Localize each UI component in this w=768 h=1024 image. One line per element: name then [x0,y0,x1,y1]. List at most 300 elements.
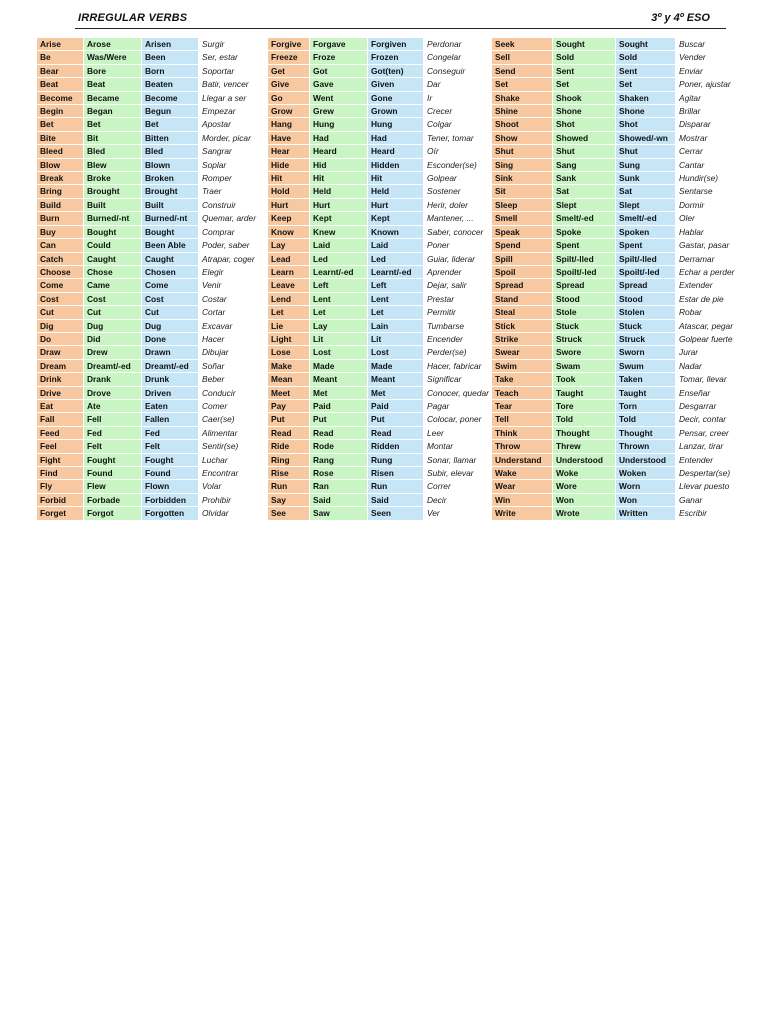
past-participle-cell: Woken [616,467,675,479]
infinitive-cell: Go [268,92,309,104]
past-participle-cell: Taken [616,373,675,385]
infinitive-cell: Beat [37,78,83,90]
past-participle-cell: Drawn [142,346,198,358]
past-simple-cell: Became [84,92,141,104]
infinitive-cell: Draw [37,346,83,358]
infinitive-cell: Shoot [492,118,552,130]
infinitive-cell: Hide [268,159,309,171]
past-participle-cell: Put [368,413,423,425]
past-participle-cell: Paid [368,400,423,412]
past-simple-cell: Drew [84,346,141,358]
spanish-meaning-cell: Robar [679,307,702,318]
past-participle-cell: Set [616,78,675,90]
past-simple-cell: Put [310,413,367,425]
past-participle-cell: Kept [368,212,423,224]
infinitive-cell: Ride [268,440,309,452]
past-simple-cell: Caught [84,253,141,265]
spanish-meaning-cell: Soportar [202,65,235,76]
past-participle-cell: Swum [616,360,675,372]
infinitive-cell: Come [37,279,83,291]
past-simple-cell: Hung [310,118,367,130]
spanish-meaning-cell: Derramar [679,253,715,264]
spanish-meaning-cell: Quemar, arder [202,213,256,224]
infinitive-cell: Buy [37,226,83,238]
spanish-meaning-cell: Buscar [679,39,706,49]
infinitive-cell: Build [37,199,83,211]
infinitive-cell: Hurt [268,199,309,211]
past-participle-cell: Shaken [616,92,675,104]
past-participle-cell: Been Able [142,239,198,251]
infinitive-cell: Wear [492,480,552,492]
past-participle-cell: Come [142,279,198,291]
infinitive-cell: Keep [268,212,309,224]
past-participle-cell: Stuck [616,320,675,332]
past-simple-cell: Spilt/-lled [553,253,615,265]
page-header [75,12,726,29]
infinitive-cell: Swim [492,360,552,372]
past-simple-cell: Shut [553,145,615,157]
past-simple-cell: Sang [553,159,615,171]
past-participle-cell: Lain [368,320,423,332]
past-participle-cell: Stood [616,293,675,305]
spanish-meaning-cell: Vender [679,52,706,63]
past-participle-cell: Read [368,427,423,439]
infinitive-cell: Stick [492,320,552,332]
past-simple-cell: Had [310,132,367,144]
infinitive-cell: Bite [37,132,83,144]
infinitive-cell: Pay [268,400,309,412]
infinitive-cell: Be [37,51,83,63]
infinitive-cell: Spill [492,253,552,265]
past-simple-cell: Slept [553,199,615,211]
past-participle-cell: Gone [368,92,423,104]
spanish-meaning-cell: Costar [202,293,227,304]
past-participle-cell: Begun [142,105,198,117]
infinitive-cell: Sink [492,172,552,184]
past-participle-cell: Led [368,253,423,265]
infinitive-cell: Lend [268,293,309,305]
infinitive-cell: Let [268,306,309,318]
past-simple-cell: Lay [310,320,367,332]
past-participle-cell: Let [368,306,423,318]
infinitive-cell: Meet [268,387,309,399]
spanish-meaning-cell: Llevar puesto [679,481,730,492]
past-simple-cell: Led [310,253,367,265]
infinitive-cell: Hit [268,172,309,184]
spanish-meaning-cell: Dejar, salir [427,280,467,291]
infinitive-cell: Leave [268,279,309,291]
past-participle-cell: Left [368,279,423,291]
past-participle-cell: Won [616,494,675,506]
past-simple-cell: Sank [553,172,615,184]
past-participle-cell: Spoken [616,226,675,238]
infinitive-cell: Bring [37,185,83,197]
spanish-meaning-cell: Atascar, pegar [679,320,734,331]
spanish-meaning-cell: Esconder(se) [427,159,477,170]
past-participle-cell: Risen [368,467,423,479]
past-participle-cell: Drunk [142,373,198,385]
past-simple-cell: Hurt [310,199,367,211]
past-simple-cell: Bled [84,145,141,157]
infinitive-cell: Forbid [37,494,83,506]
past-participle-cell: Run [368,480,423,492]
spanish-meaning-cell: Pensar, creer [679,427,729,438]
spanish-meaning-cell: Colocar, poner [427,414,482,425]
infinitive-cell: Put [268,413,309,425]
spanish-meaning-cell: Pagar [427,400,450,411]
past-simple-cell: Arose [84,38,141,50]
past-simple-cell: Flew [84,480,141,492]
past-participle-cell: Eaten [142,400,198,412]
past-simple-cell: Shook [553,92,615,104]
past-participle-cell: Struck [616,333,675,345]
past-simple-cell: Kept [310,212,367,224]
past-participle-cell: Showed/-wn [616,132,675,144]
past-simple-cell: Grew [310,105,367,117]
spanish-meaning-cell: Atrapar, coger [202,253,255,264]
infinitive-cell: Ring [268,454,309,466]
infinitive-cell: Run [268,480,309,492]
spanish-meaning-cell: Traer [202,186,222,197]
infinitive-cell: Learn [268,266,309,278]
past-simple-cell: Spoke [553,226,615,238]
past-simple-cell: Lit [310,333,367,345]
spanish-meaning-cell: Colgar [427,119,452,130]
past-participle-cell: Forgiven [368,38,423,50]
past-participle-cell: Bled [142,145,198,157]
past-simple-cell: Could [84,239,141,251]
spanish-meaning-cell: Soñar [202,360,225,371]
past-simple-cell: Met [310,387,367,399]
past-simple-cell: Made [310,360,367,372]
infinitive-cell: See [268,507,309,519]
past-simple-cell: Bought [84,226,141,238]
spanish-meaning-cell: Ser, estar [202,52,238,63]
past-simple-cell: Heard [310,145,367,157]
spanish-meaning-cell: Aprender [427,266,462,277]
past-simple-cell: Burned/-nt [84,212,141,224]
infinitive-cell: Have [268,132,309,144]
spanish-meaning-cell: Dormir [679,199,705,210]
spanish-meaning-cell: Encender [427,333,463,344]
spanish-meaning-cell: Conocer, quedar [427,387,489,398]
course-level: 3º y 4º ESO [651,12,710,24]
infinitive-cell: Fall [37,413,83,425]
past-participle-cell: Fallen [142,413,198,425]
spanish-meaning-cell: Congelar [427,52,461,63]
past-participle-cell: Brought [142,185,198,197]
infinitive-cell: Spend [492,239,552,251]
infinitive-cell: Teach [492,387,552,399]
spanish-meaning-cell: Nadar [679,360,702,371]
past-participle-cell: Understood [616,454,675,466]
infinitive-cell: Give [268,78,309,90]
past-participle-cell: Seen [368,507,423,519]
infinitive-cell: Wake [492,467,552,479]
infinitive-cell: Arise [37,38,83,50]
infinitive-cell: Spoil [492,266,552,278]
past-simple-cell: Tore [553,400,615,412]
past-participle-cell: Fought [142,454,198,466]
infinitive-cell: Bleed [37,145,83,157]
past-participle-cell: Shone [616,105,675,117]
spanish-meaning-cell: Brillar [679,106,701,117]
past-simple-cell: Sat [553,185,615,197]
infinitive-cell: Shut [492,145,552,157]
past-simple-cell: Brought [84,185,141,197]
past-participle-cell: Meant [368,373,423,385]
past-participle-cell: Sought [616,38,675,50]
past-participle-cell: Spread [616,279,675,291]
past-participle-cell: Cost [142,293,198,305]
past-simple-cell: Sold [553,51,615,63]
past-participle-cell: Heard [368,145,423,157]
past-simple-cell: Stole [553,306,615,318]
infinitive-cell: Choose [37,266,83,278]
past-simple-cell: Was/Were [84,51,141,63]
spanish-meaning-cell: Prohibir [202,494,231,505]
past-simple-cell: Spread [553,279,615,291]
past-participle-cell: Made [368,360,423,372]
past-participle-cell: Felt [142,440,198,452]
spanish-meaning-cell: Jurar [679,347,699,358]
infinitive-cell: Mean [268,373,309,385]
infinitive-cell: Shine [492,105,552,117]
past-simple-cell: Lost [310,346,367,358]
infinitive-cell: Know [268,226,309,238]
spanish-meaning-cell: Perder(se) [427,347,467,358]
past-simple-cell: Wrote [553,507,615,519]
past-simple-cell: Sought [553,38,615,50]
spanish-meaning-cell: Correr [427,481,451,492]
infinitive-cell: Strike [492,333,552,345]
past-simple-cell: Gave [310,78,367,90]
past-simple-cell: Struck [553,333,615,345]
infinitive-cell: Speak [492,226,552,238]
spanish-meaning-cell: Morder, picar [202,132,251,143]
past-simple-cell: Read [310,427,367,439]
spanish-meaning-cell: Hacer [202,333,225,344]
past-simple-cell: Left [310,279,367,291]
past-simple-cell: Let [310,306,367,318]
spanish-meaning-cell: Echar a perder [679,266,735,277]
infinitive-cell: Drive [37,387,83,399]
past-participle-cell: Cut [142,306,198,318]
past-simple-cell: Said [310,494,367,506]
past-simple-cell: Cost [84,293,141,305]
past-simple-cell: Held [310,185,367,197]
spanish-meaning-cell: Saber, conocer [427,226,484,237]
past-simple-cell: Meant [310,373,367,385]
past-participle-cell: Forbidden [142,494,198,506]
past-simple-cell: Rose [310,467,367,479]
spanish-meaning-cell: Poner [427,240,450,251]
infinitive-cell: Burn [37,212,83,224]
spanish-meaning-cell: Prestar [427,293,454,304]
infinitive-cell: Sit [492,185,552,197]
spanish-meaning-cell: Soplar [202,159,227,170]
infinitive-cell: Bear [37,65,83,77]
past-simple-cell: Chose [84,266,141,278]
spanish-meaning-cell: Conducir [202,387,236,398]
infinitive-cell: Take [492,373,552,385]
spanish-meaning-cell: Estar de pie [679,293,724,304]
spanish-meaning-cell: Cortar [202,307,226,318]
infinitive-cell: Forget [37,507,83,519]
infinitive-cell: Shake [492,92,552,104]
past-simple-cell: Bore [84,65,141,77]
past-participle-cell: Flown [142,480,198,492]
spanish-meaning-cell: Extender [679,280,713,291]
spanish-meaning-cell: Montar [427,441,454,452]
infinitive-cell: Tell [492,413,552,425]
spanish-meaning-cell: Apostar [202,119,231,130]
spanish-meaning-cell: Sentir(se) [202,441,239,452]
spanish-meaning-cell: Hundir(se) [679,173,719,184]
spanish-meaning-cell: Gastar, pasar [679,240,730,251]
spanish-meaning-cell: Sonar, llamar [427,454,477,465]
spanish-meaning-cell: Oír [427,146,439,157]
infinitive-cell: Read [268,427,309,439]
past-participle-cell: Driven [142,387,198,399]
infinitive-cell: Spread [492,279,552,291]
infinitive-cell: Win [492,494,552,506]
past-participle-cell: Taught [616,387,675,399]
spanish-meaning-cell: Escribir [679,508,707,519]
infinitive-cell: Smell [492,212,552,224]
past-participle-cell: Lost [368,346,423,358]
past-participle-cell: Spent [616,239,675,251]
past-participle-cell: Sat [616,185,675,197]
spanish-meaning-cell: Tener, tomar [427,132,474,143]
spanish-meaning-cell: Desgarrar [679,400,717,411]
spanish-meaning-cell: Subir, elevar [427,468,474,478]
past-simple-cell: Woke [553,467,615,479]
past-participle-cell: Told [616,413,675,425]
past-participle-cell: Fed [142,427,198,439]
past-simple-cell: Blew [84,159,141,171]
spanish-meaning-cell: Volar [202,481,222,492]
spanish-meaning-cell: Tomar, llevar [679,374,727,385]
past-participle-cell: Lent [368,293,423,305]
spanish-meaning-cell: Perdonar [427,39,462,49]
spanish-meaning-cell: Decir [427,494,447,505]
past-participle-cell: Bitten [142,132,198,144]
past-participle-cell: Shut [616,145,675,157]
infinitive-cell: Break [37,172,83,184]
spanish-meaning-cell: Surgir [202,39,225,49]
past-participle-cell: Caught [142,253,198,265]
past-simple-cell: Found [84,467,141,479]
past-participle-cell: Known [368,226,423,238]
past-simple-cell: Set [553,78,615,90]
infinitive-cell: Rise [268,467,309,479]
past-simple-cell: Shot [553,118,615,130]
past-participle-cell: Bought [142,226,198,238]
past-participle-cell: Sent [616,65,675,77]
spanish-meaning-cell: Enseñar [679,387,711,398]
infinitive-cell: Light [268,333,309,345]
past-participle-cell: Dreamt/-ed [142,360,198,372]
spanish-meaning-cell: Batir, vencer [202,79,249,90]
past-participle-cell: Ridden [368,440,423,452]
past-participle-cell: Built [142,199,198,211]
infinitive-cell: Tear [492,400,552,412]
past-participle-cell: Sung [616,159,675,171]
past-participle-cell: Dug [142,320,198,332]
past-participle-cell: Forgotten [142,507,198,519]
past-simple-cell: Stood [553,293,615,305]
past-participle-cell: Thrown [616,440,675,452]
past-simple-cell: Knew [310,226,367,238]
infinitive-cell: Hang [268,118,309,130]
past-simple-cell: Forgave [310,38,367,50]
infinitive-cell: Feed [37,427,83,439]
infinitive-cell: Dream [37,360,83,372]
infinitive-cell: Fly [37,480,83,492]
spanish-meaning-cell: Mantener, ... [427,213,474,224]
past-participle-cell: Torn [616,400,675,412]
past-participle-cell: Done [142,333,198,345]
spanish-meaning-cell: Tumbarse [427,320,465,331]
spanish-meaning-cell: Romper [202,173,232,184]
past-participle-cell: Beaten [142,78,198,90]
infinitive-cell: Fight [37,454,83,466]
past-simple-cell: Showed [553,132,615,144]
past-simple-cell: Smelt/-ed [553,212,615,224]
spanish-meaning-cell: Cerrar [679,146,703,157]
spanish-meaning-cell: Beber [202,374,225,385]
past-simple-cell: Fought [84,454,141,466]
past-participle-cell: Rung [368,454,423,466]
past-simple-cell: Dug [84,320,141,332]
past-participle-cell: Arisen [142,38,198,50]
past-simple-cell: Sent [553,65,615,77]
past-participle-cell: Said [368,494,423,506]
past-participle-cell: Slept [616,199,675,211]
past-simple-cell: Did [84,333,141,345]
past-participle-cell: Lit [368,333,423,345]
past-simple-cell: Broke [84,172,141,184]
spanish-meaning-cell: Poder, saber [202,240,250,251]
spanish-meaning-cell: Decir, contar [679,414,727,425]
past-simple-cell: Cut [84,306,141,318]
spanish-meaning-cell: Sangrar [202,146,232,157]
past-simple-cell: Beat [84,78,141,90]
past-simple-cell: Thought [553,427,615,439]
past-simple-cell: Drove [84,387,141,399]
past-simple-cell: Understood [553,454,615,466]
past-participle-cell: Bet [142,118,198,130]
past-simple-cell: Told [553,413,615,425]
spanish-meaning-cell: Leer [427,427,444,438]
past-simple-cell: Bet [84,118,141,130]
infinitive-cell: Make [268,360,309,372]
past-participle-cell: Burned/-nt [142,212,198,224]
past-simple-cell: Forbade [84,494,141,506]
spanish-meaning-cell: Construir [202,199,236,210]
past-simple-cell: Came [84,279,141,291]
spanish-meaning-cell: Oler [679,213,695,224]
spanish-meaning-cell: Agitar [679,92,701,103]
infinitive-cell: Sleep [492,199,552,211]
spanish-meaning-cell: Cantar [679,159,705,170]
spanish-meaning-cell: Entender [679,454,713,465]
past-participle-cell: Laid [368,239,423,251]
spanish-meaning-cell: Ganar [679,494,703,505]
infinitive-cell: Catch [37,253,83,265]
past-simple-cell: Froze [310,51,367,63]
